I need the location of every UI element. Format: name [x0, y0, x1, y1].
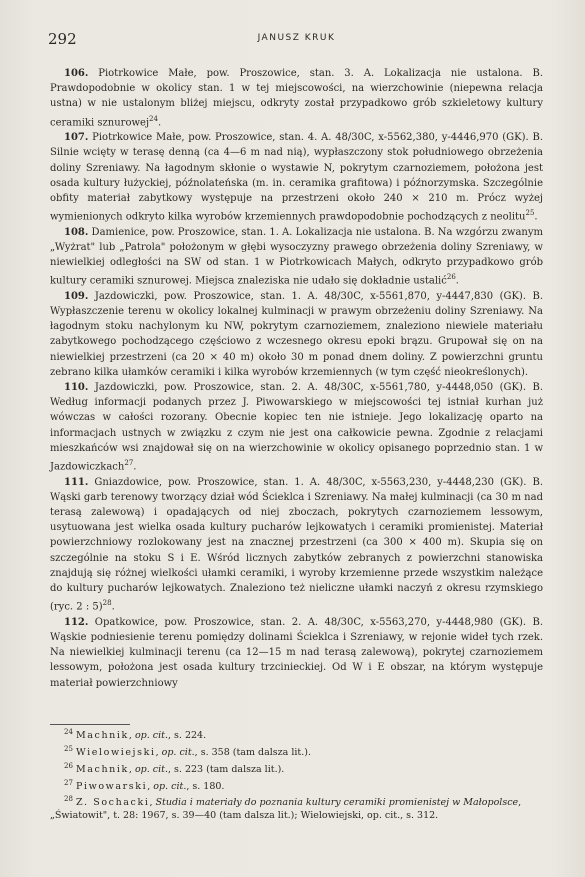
- footnotes: [50, 726, 543, 823]
- footnote-after: , s. 358 (tam dalsza lit.).: [194, 747, 311, 759]
- entry-number: 107.: [64, 132, 89, 144]
- entry-text: Damienice, pow. Proszowice, stan. 1. A. Lokalizacja nie ustalona. B. Na wzgórzu zwanym „Wyżrat" lub „Patrola" położonym w głębi wysoczyzny prawego obrzeżenia doliny Szreniawy, w niewielkiej odległości na SW od stan. 1 w Piotrkowicach Małych, odkryto przypadkowo grób kultury ceramiki sznurowej. Miejsca znaleziska nie udało się dokładnie ustalić: [50, 226, 543, 287]
- footnote-sep: ,: [128, 730, 135, 742]
- entry-107: [50, 130, 543, 225]
- footnote-ref: 27: [124, 459, 134, 468]
- entry-tail: .: [455, 275, 459, 287]
- entry-number: 106.: [64, 68, 89, 79]
- page-number: 292: [48, 30, 77, 48]
- entry-text: Piotrkowice Małe, pow. Proszowice, stan. 4. A. 48/30C, x-5562,380, y-4446,970 (GK). B. Silnie wcięty w terasę denną (ca 4—6 m nad nią), wypłaszczony stok południowego obrzeżenia doliny Szreniawy. Na łagodnym skłonie o wystawie N, pokrytym czarnoziemem, położona jest osada kultury łużyckiej, późnolateńska (m. in. ceramika grafitowa) i późnorzymska. Szczególnie obfity materiał zabytkowy występuje na przestrzeni około 240 × 210 m. Prócz wyżej wymienionych odkryto kilka wyrobów krzemiennych prawdopodobnie pochodzących z neolitu: [50, 132, 543, 223]
- entry-text: Jazdowiczki, pow. Proszowice, stan. 2. A. 48/30C, x-5561,780, y-4448,050 (GK). B. Według informacji podanych przez J. Piwowarskiego w miejscowości tej istniał kurhan już wówczas w całości rozorany. Obecnie kopiec ten nie istnieje. Jego lokalizację oparto na informacjach ustnych w związku z czym nie jest ona całkowicie pewna. Zgodnie z relacjami mieszkańców wsi znajdował się on na wierzchowinie w okolicy opisanego poprzednio stan. 1 w Jazdowiczkach: [50, 382, 543, 473]
- footnote-number: 26: [64, 761, 73, 770]
- entry-112: [50, 615, 543, 691]
- footnote-number: 25: [64, 744, 73, 753]
- entry-text: Jazdowiczki, pow. Proszowice, stan. 1. A. 48/30C, x-5561,870, y-4447,830 (GK). B. Wypłaszczenie terenu w okolicy lokalnej kulminacji w prawym obrzeżeniu doliny Szreniawy. Na łagodnym stoku nachylonym ku NW, pokrytym czarnoziemem, znaleziono niewiele materiału zabytkowego pochodzącego częściowo z wczesnego okresu epoki brązu. Grupował się on na niewielkiej przestrzeni (ca 20 × 40 m) około 30 m ponad dnem doliny. Z powierzchni gruntu zebrano kilka ułamków ceramiki i kilka wyrobów krzemiennych (w tym część nieokreślonych).: [50, 290, 543, 378]
- entry-110: [50, 380, 543, 475]
- footnote-number: 24: [64, 728, 73, 736]
- entry-text: Opatkowice, pow. Proszowice, stan. 2. A. 48/30C, x-5563,270, y-4448,980 (GK). B. Wąskie podniesienie terenu pomiędzy dolinami Ścieklca i Szreniawy, w rejonie wideł tych rzek. Na niewielkiej kulminacji terenu (ca 12—15 m nad terasą zalewową), pokrytej czarnoziemem lessowym, położona jest osada kultury trzcinieckiej. Od W i E obszar, na którym występuje materiał powierzchniowy: [50, 616, 543, 689]
- entry-109: [50, 289, 543, 380]
- entry-number: 109.: [64, 290, 89, 302]
- entry-111: [50, 475, 543, 615]
- footnote-author: Machnik: [75, 763, 129, 775]
- footnote-title: op. cit.: [153, 780, 187, 792]
- footnote-divider: [50, 724, 130, 725]
- entry-number: 110.: [64, 382, 89, 394]
- footnote-author: Piwowarski: [75, 780, 148, 792]
- entry-number: 111.: [64, 476, 89, 488]
- footnote-sep: ,: [128, 763, 135, 775]
- footnote-author: Wielowiejski: [75, 747, 156, 759]
- footnote-after: , s. 223 (tam dalsza lit.).: [168, 763, 285, 775]
- entry-text: Piotrkowice Małe, pow. Proszowice, stan. 3. A. Lokalizacja nie ustalona. B. Prawdopodobnie w okolicy stan. 1 w tej miejscowości, na wierzchowinie (niepewna relacja ustna) w nie ustalonym bliżej miejscu, odkryty został przypadkowo grób szkieletowy kultury ceramiki sznurowej: [50, 68, 543, 128]
- footnote-title: Studia i materiały do poznania kultury ceramiki promienistej w Małopolsce: [155, 797, 519, 809]
- footnote-number: 27: [64, 778, 73, 787]
- footnote-ref: 24: [149, 114, 158, 123]
- footnote-author: Machnik: [75, 730, 129, 742]
- entry-106: [50, 66, 543, 130]
- footnote-title: op. cit.: [161, 747, 195, 759]
- footnote-25: [50, 743, 543, 760]
- running-head: JANUSZ KRUK: [257, 33, 336, 43]
- entry-tail: .: [157, 116, 162, 128]
- footnote-after: , „Światowit", t. 28: 1967, s. 39—40 (tam dalsza lit.); Wielowiejski, op. cit., s. 312.: [50, 797, 522, 822]
- footnote-sep: ,: [149, 797, 156, 809]
- entry-tail: .: [133, 461, 137, 473]
- footnote-title: op. cit.: [134, 730, 168, 742]
- footnote-sep: ,: [155, 747, 162, 759]
- footnote-ref: 25: [525, 209, 535, 218]
- entry-number: 108.: [64, 226, 89, 238]
- footnote-number: 28: [64, 795, 73, 804]
- footnote-ref: 28: [102, 599, 112, 608]
- footnote-ref: 26: [446, 273, 456, 282]
- page-header: [48, 30, 545, 48]
- entry-tail: .: [111, 601, 115, 613]
- footnote-after: , s. 224.: [168, 730, 207, 742]
- footnote-24: [50, 726, 543, 743]
- footnote-title: op. cit.: [134, 763, 168, 775]
- footnote-sep: ,: [147, 780, 154, 792]
- main-text: [50, 66, 543, 691]
- footnote-after: , s. 180.: [186, 780, 225, 792]
- footnote-26: [50, 760, 543, 777]
- entry-text: Gniazdowice, pow. Proszowice, stan. 1. A. 48/30C, x-5563,230, y-4448,230 (GK). B. Wąski garb terenowy tworzący dział wód Ścieklca i Szreniawy. Na małej kulminacji (ca 30 m nad terasą zalewową) i opadających od niej zboczach, pokrytych czarnoziemem lessowym, usytuowana jest wielka osada kultury pucharów lejkowatych i ceramiki promienistej. Materiał powierzchniowy rozlokowany jest na znacznej przestrzeni (ca 300 × 400 m). Skupia się on szczególnie na stoku S i E. Wśród licznych zabytków zebranych z powierzchni stanowiska znajdują się różnej wielkości ułamki ceramiki, i wyroby krzemienne przede wszystkim należące do kultury pucharów lejkowatych. Znaleziono też nieliczne ułamki naczyń z okresu rzymskiego (ryc. 2 : 5): [50, 476, 543, 613]
- footnote-28: [50, 793, 543, 823]
- entry-108: [50, 225, 543, 289]
- footnote-author: Z. Sochacki: [75, 797, 150, 809]
- entry-tail: .: [534, 211, 538, 223]
- entry-number: 112.: [64, 616, 89, 628]
- footnote-27: [50, 777, 543, 794]
